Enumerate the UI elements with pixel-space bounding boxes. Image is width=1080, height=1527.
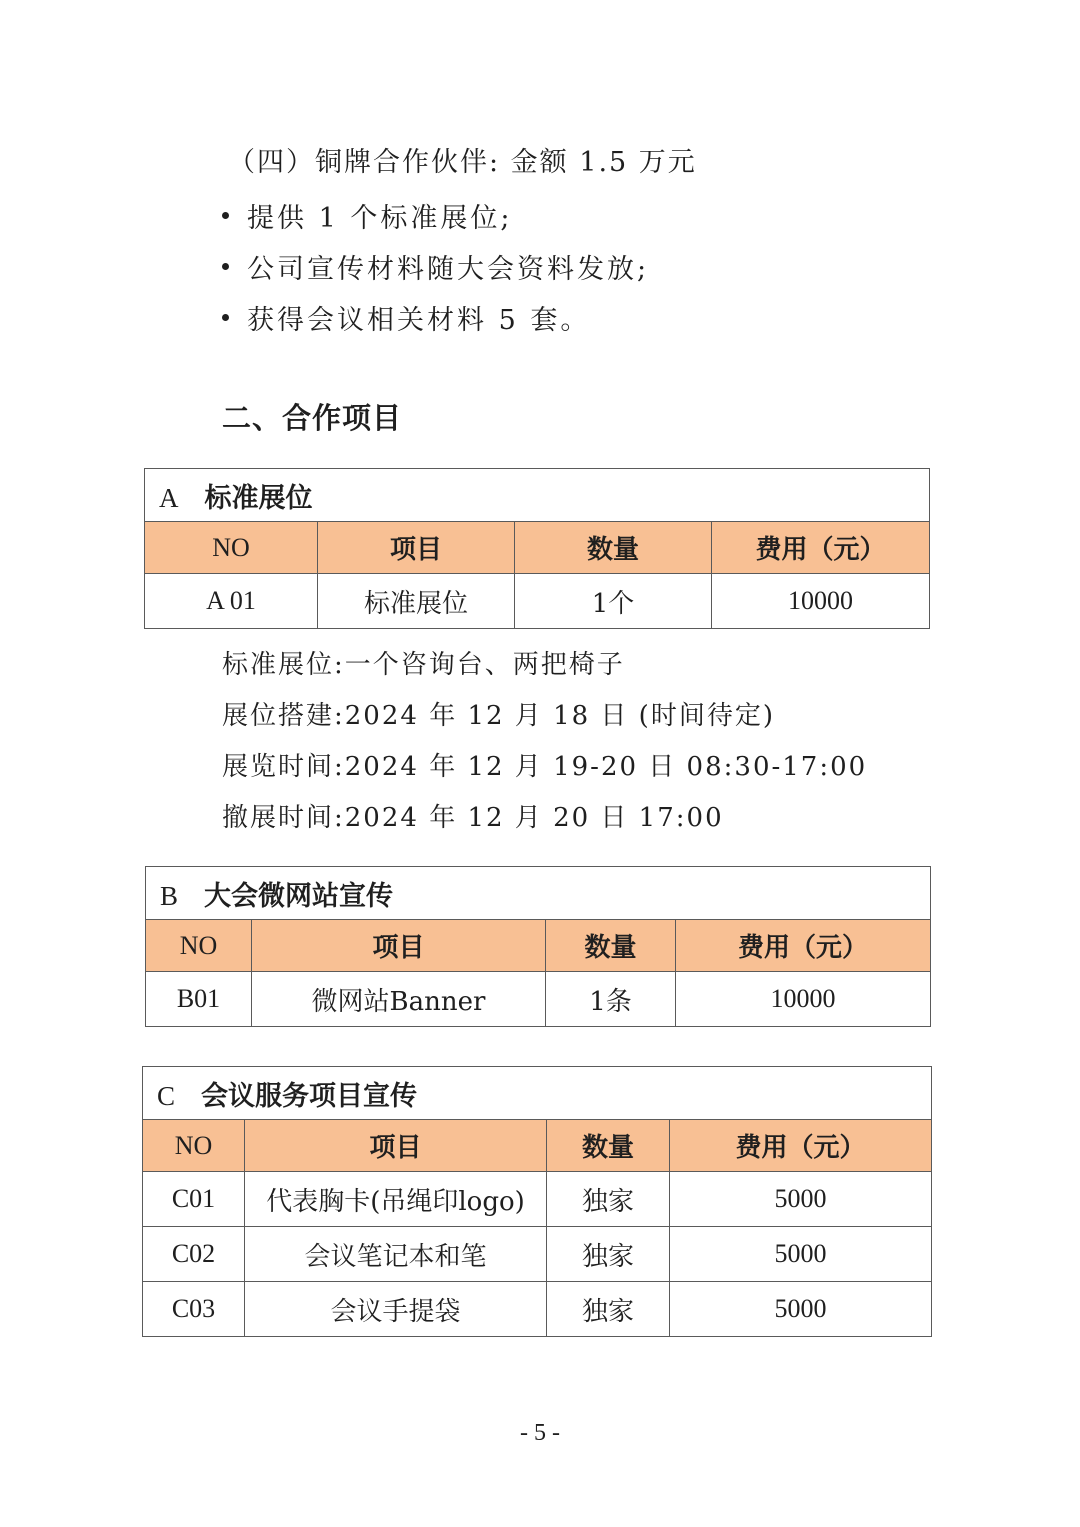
table-b	[145, 866, 931, 1027]
cell-item: 代表胸卡(吊绳印logo)	[245, 1172, 547, 1227]
header-item: 项目	[245, 1120, 547, 1172]
benefit-item	[222, 298, 590, 337]
table-letter: B	[160, 880, 179, 911]
header-qty: 数量	[515, 522, 712, 574]
cell-fee: 5000	[670, 1172, 932, 1227]
benefit-text: 提供 1 个标准展位;	[247, 203, 513, 234]
note-line: 标准展位:一个咨询台、两把椅子	[222, 650, 625, 680]
page-number: - 5 -	[520, 1420, 560, 1446]
cell-item: 会议手提袋	[245, 1282, 547, 1337]
cell-no: C02	[143, 1227, 245, 1282]
header-fee: 费用（元）	[670, 1120, 932, 1172]
cell-qty: 独家	[547, 1172, 670, 1227]
bullet-icon	[222, 314, 229, 321]
cell-item: 微网站Banner	[252, 972, 546, 1027]
note-line: 撤展时间:2024 年 12 月 20 日 17:00	[222, 803, 724, 833]
cell-no: C03	[143, 1282, 245, 1337]
table-row	[146, 972, 931, 1027]
table-letter: C	[157, 1080, 176, 1111]
cell-qty: 独家	[547, 1282, 670, 1337]
table-c	[142, 1066, 932, 1337]
table-title: 会议服务项目宣传	[201, 1080, 418, 1112]
cell-fee: 10000	[712, 574, 930, 629]
header-qty: 数量	[546, 920, 676, 972]
table-title: 标准展位	[204, 482, 313, 514]
header-no: NO	[143, 1120, 245, 1172]
section-title: 二、合作项目	[222, 401, 403, 435]
cell-fee: 5000	[670, 1282, 932, 1337]
table-letter: A	[159, 482, 179, 513]
cell-fee: 10000	[676, 972, 931, 1027]
table-title: 大会微网站宣传	[204, 880, 394, 912]
cell-qty: 独家	[547, 1227, 670, 1282]
cell-no: A 01	[145, 574, 318, 629]
header-item: 项目	[318, 522, 515, 574]
benefit-text: 获得会议相关材料 5 套。	[247, 305, 591, 336]
header-fee: 费用（元）	[712, 522, 930, 574]
cell-qty: 1个	[515, 574, 712, 629]
note-line: 展位搭建:2024 年 12 月 18 日 (时间待定)	[222, 701, 775, 731]
benefit-item	[222, 247, 649, 286]
benefit-text: 公司宣传材料随大会资料发放;	[247, 254, 650, 285]
table-row	[143, 1227, 932, 1282]
note-line: 展览时间:2024 年 12 月 19-20 日 08:30-17:00	[222, 752, 868, 782]
benefit-item	[222, 196, 512, 235]
cell-no: B01	[146, 972, 252, 1027]
table-caption	[146, 867, 931, 920]
cell-qty: 1条	[546, 972, 676, 1027]
header-qty: 数量	[547, 1120, 670, 1172]
table-caption	[143, 1067, 932, 1120]
cell-item: 会议笔记本和笔	[245, 1227, 547, 1282]
bullet-icon	[222, 212, 229, 219]
header-no: NO	[145, 522, 318, 574]
header-no: NO	[146, 920, 252, 972]
bullet-icon	[222, 263, 229, 270]
table-row	[143, 1282, 932, 1337]
table-row	[143, 1172, 932, 1227]
table-caption	[145, 469, 930, 522]
tier-title: （四）铜牌合作伙伴: 金额 1.5 万元	[228, 147, 697, 178]
cell-no: C01	[143, 1172, 245, 1227]
cell-fee: 5000	[670, 1227, 932, 1282]
table-row	[145, 574, 930, 629]
table-a	[144, 468, 930, 629]
header-fee: 费用（元）	[676, 920, 931, 972]
cell-item: 标准展位	[318, 574, 515, 629]
header-item: 项目	[252, 920, 546, 972]
